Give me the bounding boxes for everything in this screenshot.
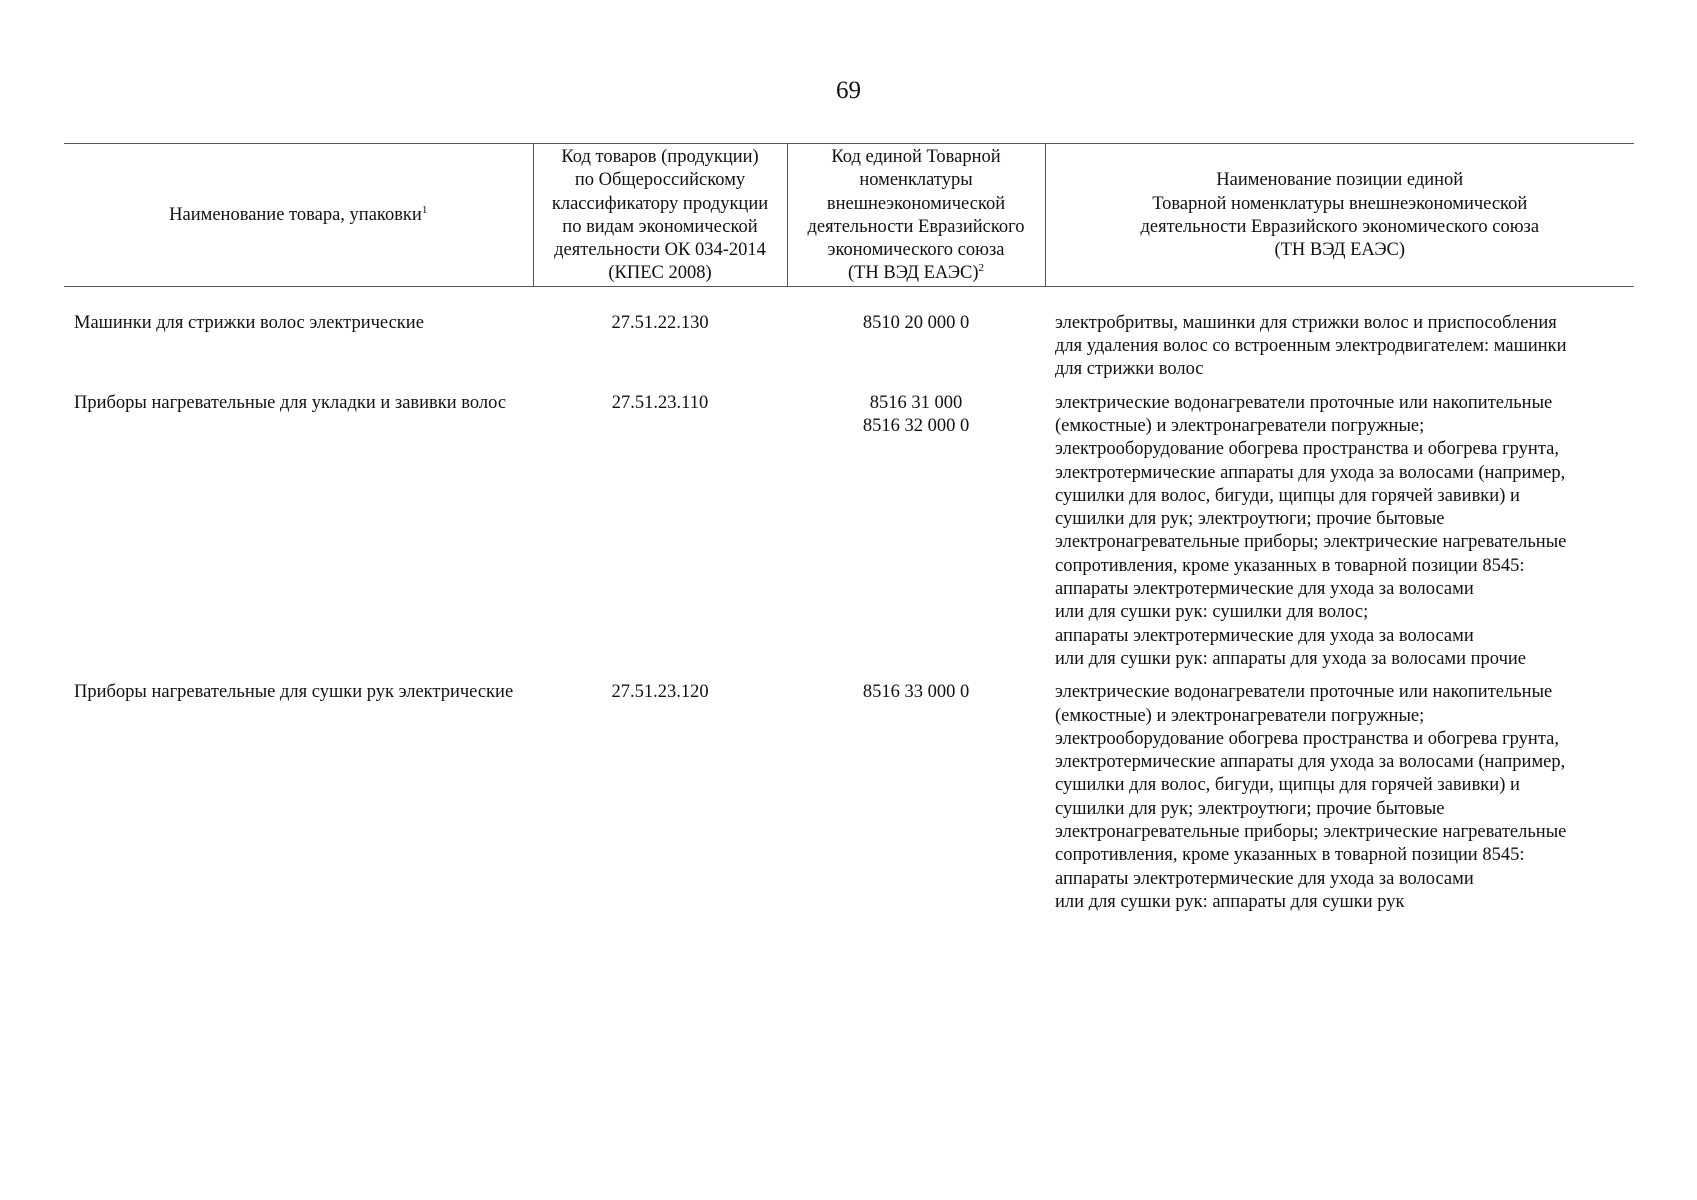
okpd-code: 27.51.23.120 [611,682,709,703]
tnved-description: электрические водонагреватели проточные или накопительные (емкостные) и электронагреватели погружные; электрооборудование обогрева пространства и обогрева грунта, электротермические аппараты для ухода за волосами (например, сушилки для волос, бигуди, щипцы для горячей завивки) и сушилки для рук; электроутюги; прочие бытовые электронагревательные приборы; электрические нагревательные сопротивления, кроме указанных в товарной позиции 8545: аппараты электротермические для ухода за волосами или для сушки рук: аппараты для сушки рук [1055,682,1567,912]
product-name: Приборы нагревательные для сушки рук электрические [74,682,514,703]
header-okpd-code: Код товаров (продукции) по Общероссийскому классификатору продукции по видам экономической деятельности ОК 034-2014 (КПЕС 2008) [533,144,787,287]
header-tnved-position-name: Наименование позиции единой Товарной номенклатуры внешнеэкономической деятельности Евразийского экономического союза (ТН ВЭД ЕАЭС) [1045,144,1634,287]
table-row [64,387,1634,677]
goods-table [64,143,1634,919]
table-row [64,676,1634,919]
footnote-marker: 2 [978,262,985,275]
okpd-code: 27.51.22.130 [611,312,709,333]
product-name: Приборы нагревательные для укладки и завивки волос [74,392,507,413]
tnved-code: 8516 33 000 0 [862,682,970,703]
okpd-code: 27.51.23.110 [611,392,709,413]
table-header-row [64,144,1634,287]
product-name: Машинки для стрижки волос электрические [74,312,424,333]
table-row [64,286,1634,386]
tnved-code: 8516 31 000 8516 32 000 0 [862,392,970,436]
tnved-description: электрические водонагреватели проточные или накопительные (емкостные) и электронагреватели погружные; электрооборудование обогрева пространства и обогрева грунта, электротермические аппараты для ухода за волосами (например, сушилки для волос, бигуди, щипцы для горячей завивки) и сушилки для рук; электроутюги; прочие бытовые электронагревательные приборы; электрические нагревательные сопротивления, кроме указанных в товарной позиции 8545: аппараты электротермические для ухода за волосами или для сушки рук: сушилки для волос; аппараты электротермические для ухода за волосами или для сушки рук: аппараты для ухода за волосами прочие [1055,392,1567,669]
footnote-marker: 1 [421,204,428,217]
tnved-code: 8510 20 000 0 [862,312,970,333]
page-number: 69 [836,77,861,104]
header-product-name: Наименование товара, упаковки$^1$ [64,144,533,287]
tnved-description: электробритвы, машинки для стрижки волос и приспособления для удаления волос со встроенным электродвигателем: машинки для стрижки волос [1055,312,1567,380]
header-tnved-code: Код единой Товарной номенклатуры внешнеэкономической деятельности Евразийского экономического союза (ТН ВЭД ЕАЭС)$^2$ [787,144,1045,287]
